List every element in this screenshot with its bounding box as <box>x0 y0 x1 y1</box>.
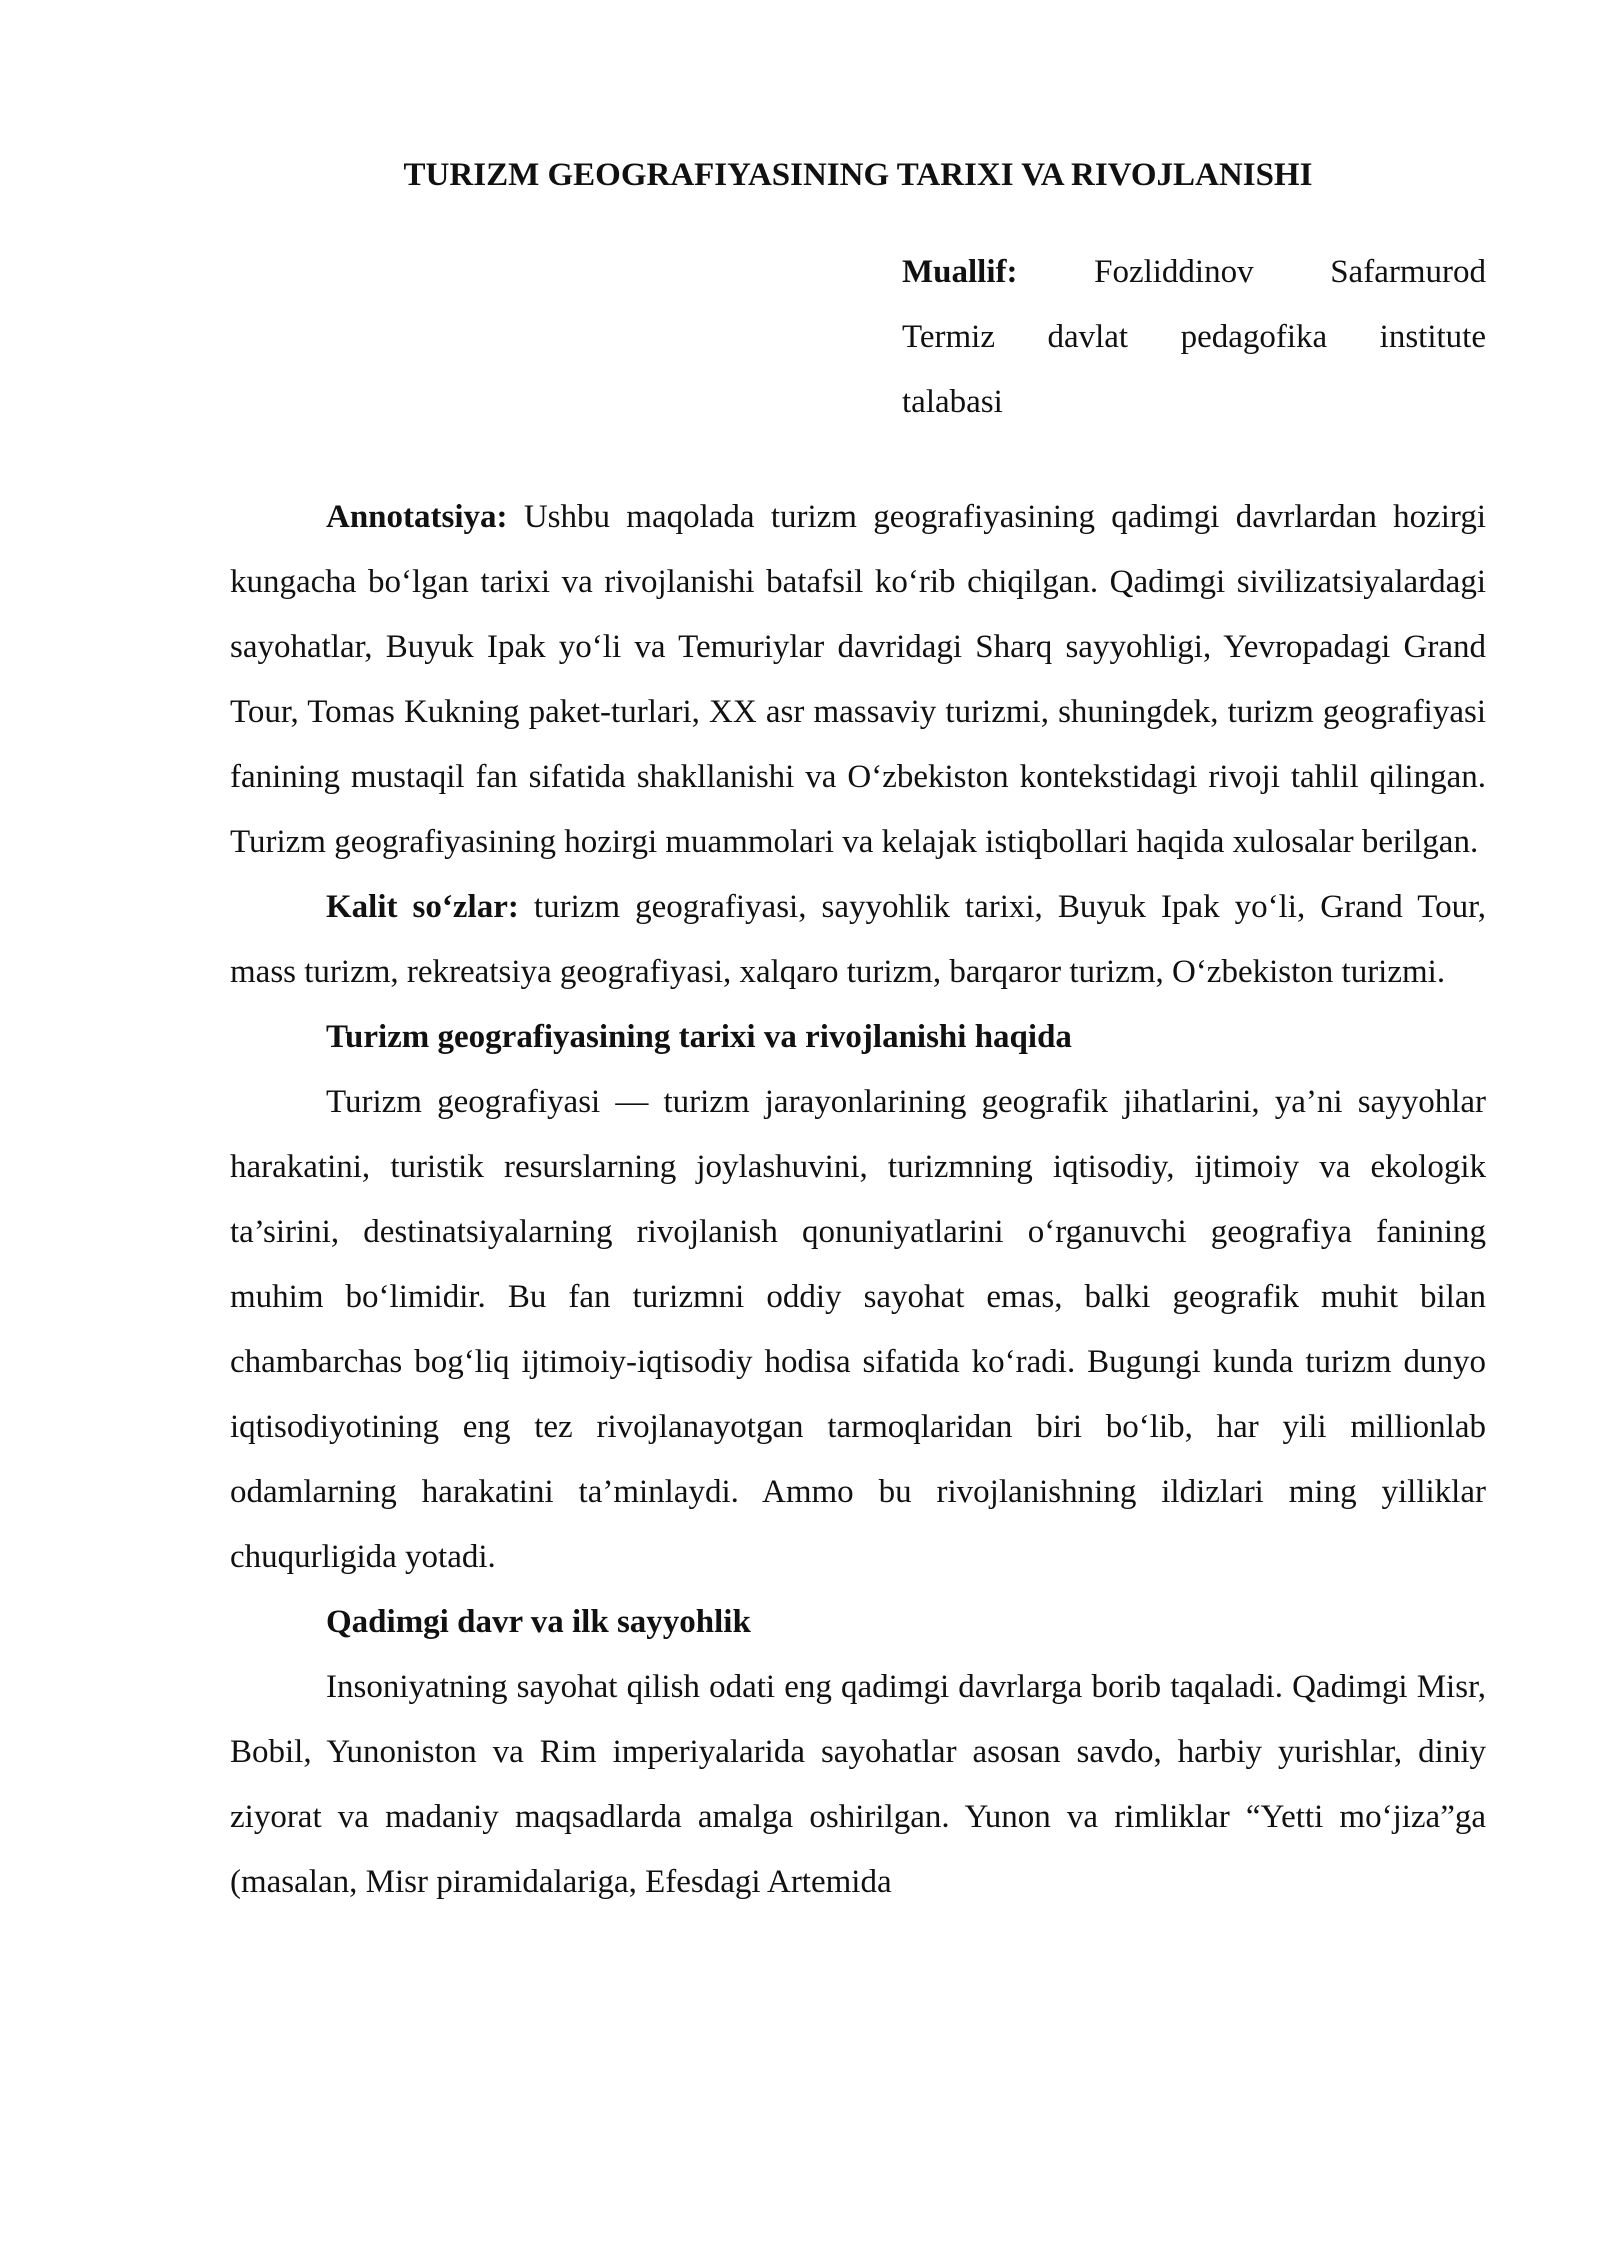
author-affiliation-line-1: Termiz davlat pedagofika institute <box>902 319 1486 355</box>
section-heading-history: Turizm geografiyasining tarixi va rivojlanishi haqida <box>326 1019 1072 1055</box>
document-body <box>230 485 1486 1915</box>
section-paragraph-ancient: Insoniyatning sayohat qilish odati eng qadimgi davrlarga borib taqaladi. Qadimgi Misr, Bobil, Yunoniston va Rim imperiyalarida sayohatlar asosan savdo, harbiy yurishlar, diniy ziyorat va madaniy maqsadlarda amalga oshirilgan. Yunon va rimliklar “Yetti mo‘jiza”ga (masalan, Misr piramidalariga, Efesdagi Artemida <box>230 1669 1486 1900</box>
annotation-text: Ushbu maqolada turizm geografiyasining qadimgi davrlardan hozirgi kungacha bo‘lgan tarixi va rivojlanishi batafsil ko‘rib chiqilgan. Qadimgi sivilizatsiyalardagi sayohatlar, Buyuk Ipak yo‘li va Temuriylar davridagi Sharq sayyohligi, Yevropadagi Grand Tour, Tomas Kukning paket-turlari, XX asr massaviy turizmi, shuningdek, turizm geografiyasi fanining mustaqil fan sifatida shakllanishi va O‘zbekiston kontekstidagi rivoji tahlil qilingan. Turizm geografiyasining hozirgi muammolari va kelajak istiqbollari haqida xulosalar berilgan. <box>230 499 1486 860</box>
keywords-paragraph <box>230 875 1486 1005</box>
section-heading-ancient: Qadimgi davr va ilk sayyohlik <box>326 1604 751 1640</box>
author-line <box>902 240 1486 305</box>
author-label: Muallif: <box>902 254 1018 290</box>
section-paragraph-history: Turizm geografiyasi — turizm jarayonlarining geografik jihatlarini, ya’ni sayyohlar harakatini, turistik resurslarning joylashuvini, turizmning iqtisodiy, ijtimoiy va ekologik ta’sirini, destinatsiyalarning rivojlanish qonuniyatlarini o‘rganuvchi geografiya fanining muhim bo‘limidir. Bu fan turizmni oddiy sayohat emas, balki geografik muhit bilan chambarchas bog‘liq ijtimoiy-iqtisodiy hodisa sifatida ko‘radi. Bugungi kunda turizm dunyo iqtisodiyotining eng tez rivojlanayotgan tarmoqlaridan biri bo‘lib, har yili millionlab odamlarning harakatini ta’minlaydi. Ammo bu rivojlanishning ildizlari ming yilliklar chuqurligida yotadi. <box>230 1084 1486 1575</box>
author-block <box>902 240 1486 435</box>
annotation-label: Annotatsiya: <box>326 499 508 535</box>
document-title: TURIZM GEOGRAFIYASINING TARIXI VA RIVOJLANISHI <box>403 157 1313 193</box>
annotation-paragraph <box>230 485 1486 875</box>
author-name: Fozliddinov Safarmurod <box>1094 254 1486 290</box>
keywords-text: turizm geografiyasi, sayyohlik tarixi, Buyuk Ipak yo‘li, Grand Tour, mass turizm, rekreatsiya geografiyasi, xalqaro turizm, barqaror turizm, O‘zbekiston turizmi. <box>230 889 1486 990</box>
keywords-label: Kalit so‘zlar: <box>326 889 519 925</box>
author-affiliation-line-2: talabasi <box>902 384 1003 420</box>
